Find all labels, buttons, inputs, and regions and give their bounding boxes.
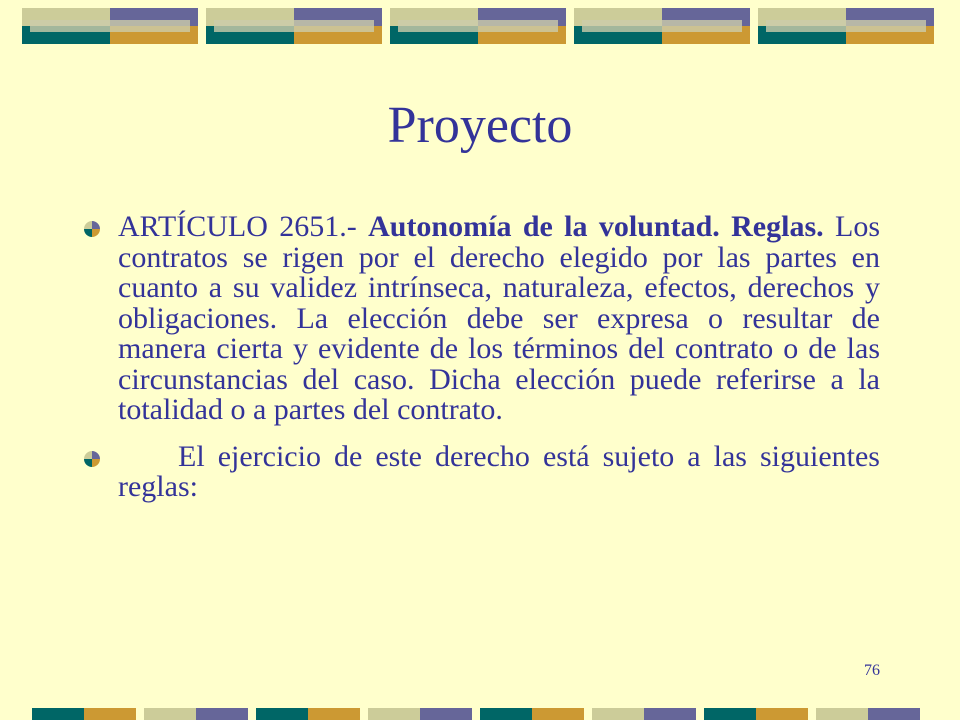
decor-tile: [22, 8, 198, 44]
article-heading: Autonomía de la voluntad. Reglas.: [368, 210, 824, 243]
decor-tile: [390, 8, 566, 44]
decor-tile: [758, 8, 934, 44]
article-text: Los contratos se rigen por el derecho elegido por las partes en cuanto a su validez intrínseca, naturaleza, efectos, derechos y obligaciones. La elección debe ser expresa o resultar de manera cierta y evidente de los términos del contrato o de las circunstancias del caso. Dicha elección puede referirse a la totalidad o a partes del contrato.: [118, 210, 881, 426]
bullet-paragraph-1: [84, 212, 880, 426]
top-decorative-band: [0, 8, 960, 44]
decor-tile: [574, 8, 750, 44]
article-lead: ARTÍCULO 2651.-: [118, 210, 369, 243]
page-number: 76: [864, 662, 880, 679]
decor-tile: [206, 8, 382, 44]
bullet-icon: [84, 451, 100, 467]
bottom-decorative-band: [0, 708, 960, 720]
rules-intro-text: El ejercicio de este derecho está sujeto a las siguientes reglas:: [118, 439, 880, 503]
slide-title: Proyecto: [387, 97, 573, 154]
bullet-icon: [84, 221, 100, 237]
bullet-paragraph-2: [84, 439, 880, 503]
slide-body: [84, 212, 880, 519]
